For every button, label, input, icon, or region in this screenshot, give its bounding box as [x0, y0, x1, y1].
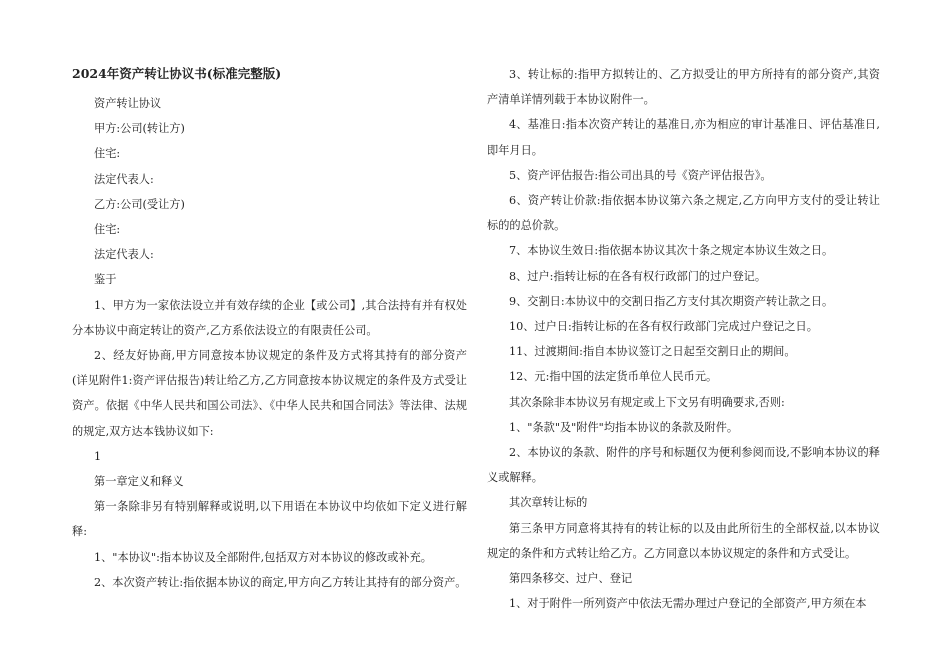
article-2: 其次条除非本协议另有规定或上下文另有明确要求,否则:: [509, 395, 785, 409]
definition-4: 4、基准日:指本次资产转让的基准日,亦为相应的审计基准日、评估基准日,即年月日。: [487, 118, 880, 157]
right-column: [487, 62, 880, 616]
definition-8: 8、过户:指转让标的在各有权行政部门的过户登记。: [509, 269, 767, 283]
definition-12: 12、元:指中国的法定货币单位人民币元。: [509, 370, 718, 384]
party-a-address: 住宅:: [94, 147, 121, 161]
article-1: 第一条除非另有特别解释或说明,以下用语在本协议中均依如下定义进行解释:: [72, 500, 467, 539]
definition-10: 10、过户日:指转让标的在各有权行政部门完成过户登记之日。: [509, 320, 818, 334]
definition-1: 1、"本协议":指本协议及全部附件,包括双方对本协议的修改或补充。: [94, 550, 432, 564]
party-a-line: 甲方:公司(转让方): [94, 122, 185, 136]
article-4-item-1: 1、对于附件一所列资产中依法无需办理过户登记的全部资产,甲方须在本: [509, 597, 867, 611]
chapter-1-heading: 第一章定义和释义: [94, 475, 184, 489]
party-a-representative: 法定代表人:: [94, 172, 154, 186]
heading-agreement: 资产转让协议: [94, 97, 162, 110]
article-2-item-2: 2、本协议的条款、附件的序号和标题仅为便利参阅而设,不影响本协议的释义或解释。: [487, 446, 880, 485]
definition-9: 9、交割日:本协议中的交割日指乙方支付其次期资产转让款之日。: [509, 294, 834, 308]
recital-2: 2、经友好协商,甲方同意按本协议规定的条件及方式将其持有的部分资产(详见附件1:资产评估报告)转让给乙方,乙方同意按本协议规定的条件及方式受让资产。依据《中华人民共和国公司法》、《中华人民共和国合同法》等法律、法规的规定,双方达本钱协议如下:: [72, 349, 467, 438]
party-b-address: 住宅:: [94, 223, 121, 237]
definition-2: 2、本次资产转让:指依据本协议的商定,甲方向乙方转让其持有的部分资产。: [94, 575, 467, 589]
recital-1: 1、甲方为一家依法设立并有效存续的企业【或公司】,其合法持有并有权处分本协议中商定转让的资产,乙方系依法设立的有限责任公司。: [72, 298, 467, 337]
party-b-representative: 法定代表人:: [94, 248, 154, 262]
whereas-heading: 鉴于: [94, 273, 117, 287]
definition-11: 11、过渡期间:指自本协议签订之日起至交割日止的期间。: [509, 345, 796, 359]
document-title: 2024年资产转让协议书(标准完整版): [72, 66, 282, 81]
party-b-line: 乙方:公司(受让方): [94, 197, 185, 211]
page-number: 1: [94, 449, 102, 463]
chapter-2-heading: 其次章转让标的: [509, 496, 588, 510]
article-3: 第三条甲方同意将其持有的转让标的以及由此所衍生的全部权益,以本协议规定的条件和方式转让给乙方。乙方同意以本协议规定的条件和方式受让。: [487, 521, 880, 560]
definition-7: 7、本协议生效日:指依据本协议其次十条之规定本协议生效之日。: [509, 244, 834, 258]
definition-5: 5、资产评估报告:指公司出具的号《资产评估报告》。: [509, 168, 772, 182]
article-4-heading: 第四条移交、过户、登记: [509, 572, 633, 586]
definition-3: 3、转让标的:指甲方拟转让的、乙方拟受让的甲方所持有的部分资产,其资产清单详情列载于本协议附件一。: [487, 68, 880, 107]
left-column: [72, 62, 467, 595]
definition-6: 6、资产转让价款:指依据本协议第六条之规定,乙方向甲方支付的受让转让标的的总价款。: [487, 194, 880, 233]
article-2-item-1: 1、"条款"及"附件"均指本协议的条款及附件。: [509, 420, 739, 434]
